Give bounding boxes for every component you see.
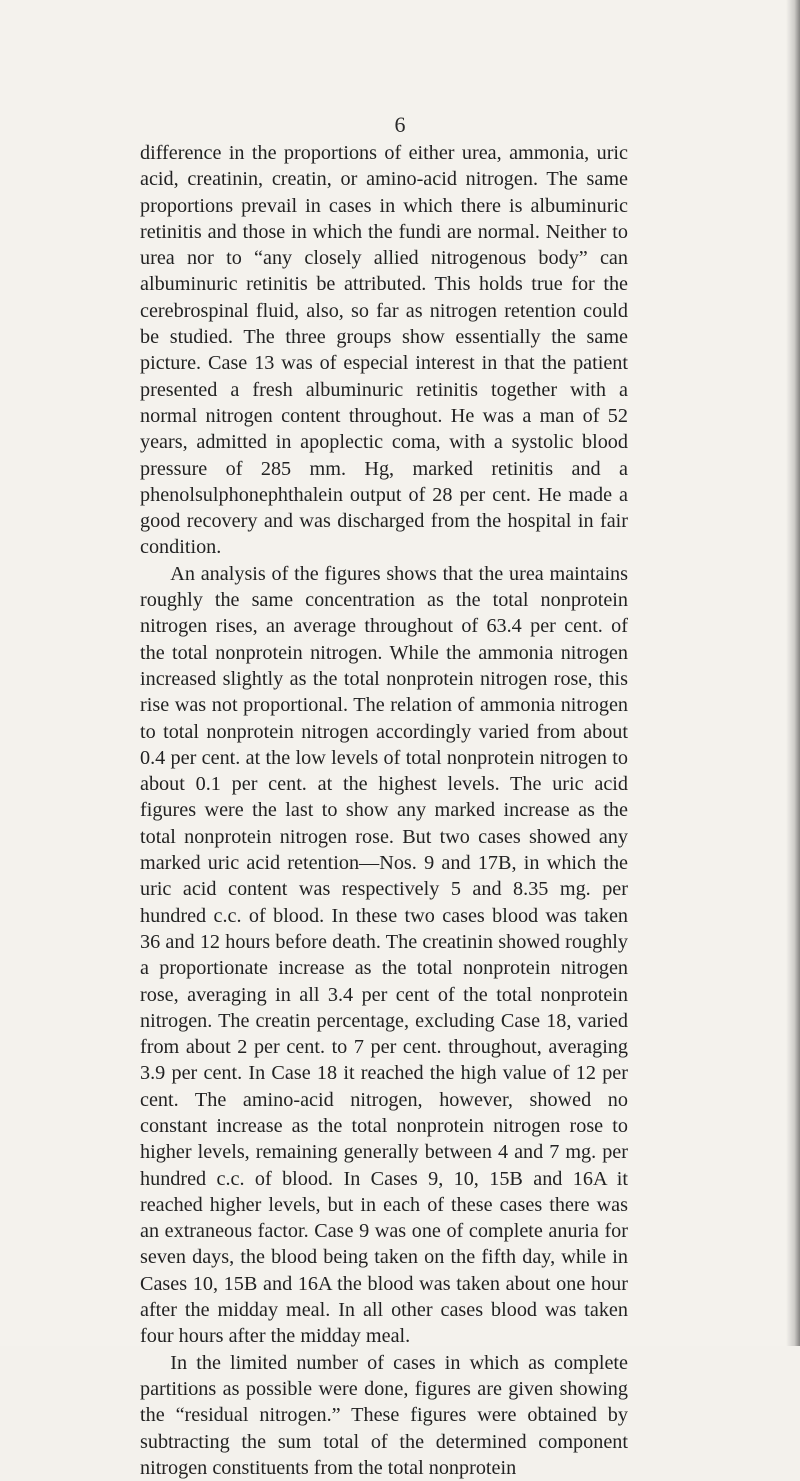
body-text — [140, 140, 628, 1481]
page-edge-shadow — [786, 0, 800, 1346]
paragraph-continuation: difference in the proportions of either urea, ammonia, uric acid, creatinin, creatin, or amino-acid nitrogen. The same proportions prevail in cases in which there is albuminuric retinitis and those in which the fundi are normal. Neither to urea nor to “any closely allied nitrogenous body” can albuminuric retinitis be attributed. This holds true for the cerebrospinal fluid, also, so far as nitrogen retention could be studied. The three groups show essentially the same picture. Case 13 was of especial interest in that the patient presented a fresh albuminuric retinitis together with a normal nitrogen content throughout. He was a man of 52 years, admitted in apoplectic coma, with a systolic blood pressure of 285 mm. Hg, marked retinitis and a phenolsulphonephthalein output of 28 per cent. He made a good recovery and was discharged from the hospital in fair condition. — [140, 142, 628, 559]
page-number: 6 — [394, 112, 406, 137]
paragraph-residual-nitrogen: In the limited number of cases in which as complete partitions as possible were done, figures are given showing the “residual nitrogen.” These figures were obtained by subtracting the sum total of the determined component nitrogen constituents from the total nonprotein — [140, 1351, 628, 1479]
paragraph-analysis: An analysis of the figures shows that the urea maintains roughly the same concentration as the total nonprotein nitrogen rises, an average throughout of 63.4 per cent. of the total nonprotein nitrogen. While the ammonia nitrogen increased slightly as the total nonprotein nitrogen rose, this rise was not proportional. The relation of ammonia nitrogen to total nonprotein nitrogen accordingly varied from about 0.4 per cent. at the low levels of total nonprotein nitrogen to about 0.1 per cent. at the highest levels. The uric acid figures were the last to show any marked increase as the total nonprotein nitrogen rose. But two cases showed any marked uric acid retention—Nos. 9 and 17B, in which the uric acid content was respectively 5 and 8.35 mg. per hundred c.c. of blood. In these two cases blood was taken 36 and 12 hours before death. The creatinin showed roughly a proportionate increase as the total nonprotein nitrogen rose, averaging in all 3.4 per cent of the total nonprotein nitrogen. The creatin percentage, excluding Case 18, varied from about 2 per cent. to 7 per cent. throughout, averaging 3.9 per cent. In Case 18 it reached the high value of 12 per cent. The amino-acid nitrogen, however, showed no constant increase as the total nonprotein nitrogen rose to higher levels, remaining generally between 4 and 7 mg. per hundred c.c. of blood. In Cases 9, 10, 15B and 16A it reached higher levels, but in each of these cases there was an extraneous factor. Case 9 was one of complete anuria for seven days, the blood being taken on the fifth day, while in Cases 10, 15B and 16A the blood was taken about one hour after the midday meal. In all other cases blood was taken four hours after the midday meal. — [140, 562, 628, 1348]
